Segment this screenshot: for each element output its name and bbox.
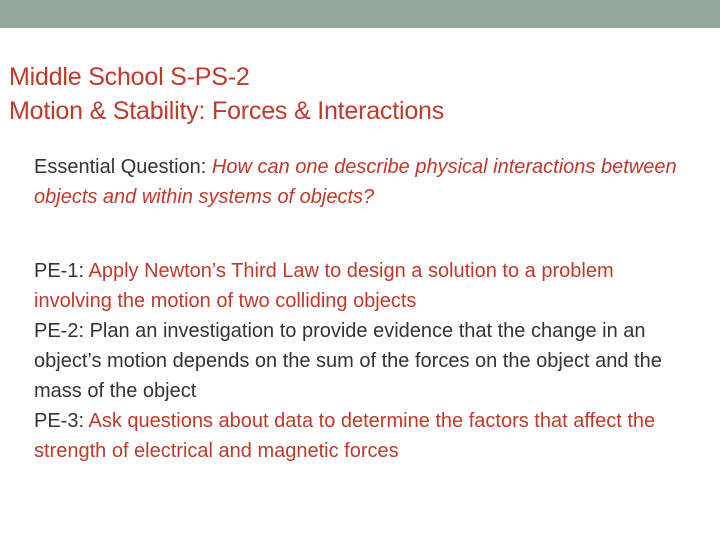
header-bar (0, 0, 720, 28)
pe1-text: Apply Newton’s Third Law to design a solution to a problem involving the motion of two colliding objects (34, 260, 614, 312)
essential-question (34, 152, 684, 212)
slide-title-line-1: Middle School S-PS-2 (9, 63, 250, 91)
spacer (34, 212, 684, 256)
performance-expectation-3 (34, 406, 684, 466)
performance-expectation-2 (34, 316, 684, 406)
essential-question-text: How can one describe physical interactions between objects and within systems of objects? (34, 156, 677, 208)
pe2-text: Plan an investigation to provide evidence that the change in an object’s motion depends on the sum of the forces on the object and the mass of the object (34, 320, 662, 402)
pe3-label: PE-3: (34, 410, 89, 432)
essential-question-label: Essential Question: (34, 156, 212, 178)
pe2-label: PE-2: (34, 320, 90, 342)
slide-title-line-2: Motion & Stability: Forces & Interactions (9, 97, 445, 125)
pe1-label: PE-1: (34, 260, 89, 282)
slide-title (9, 60, 709, 128)
performance-expectation-1 (34, 256, 684, 316)
slide-body (34, 152, 684, 466)
pe3-text: Ask questions about data to determine the factors that affect the strength of electrical and magnetic forces (34, 410, 656, 462)
